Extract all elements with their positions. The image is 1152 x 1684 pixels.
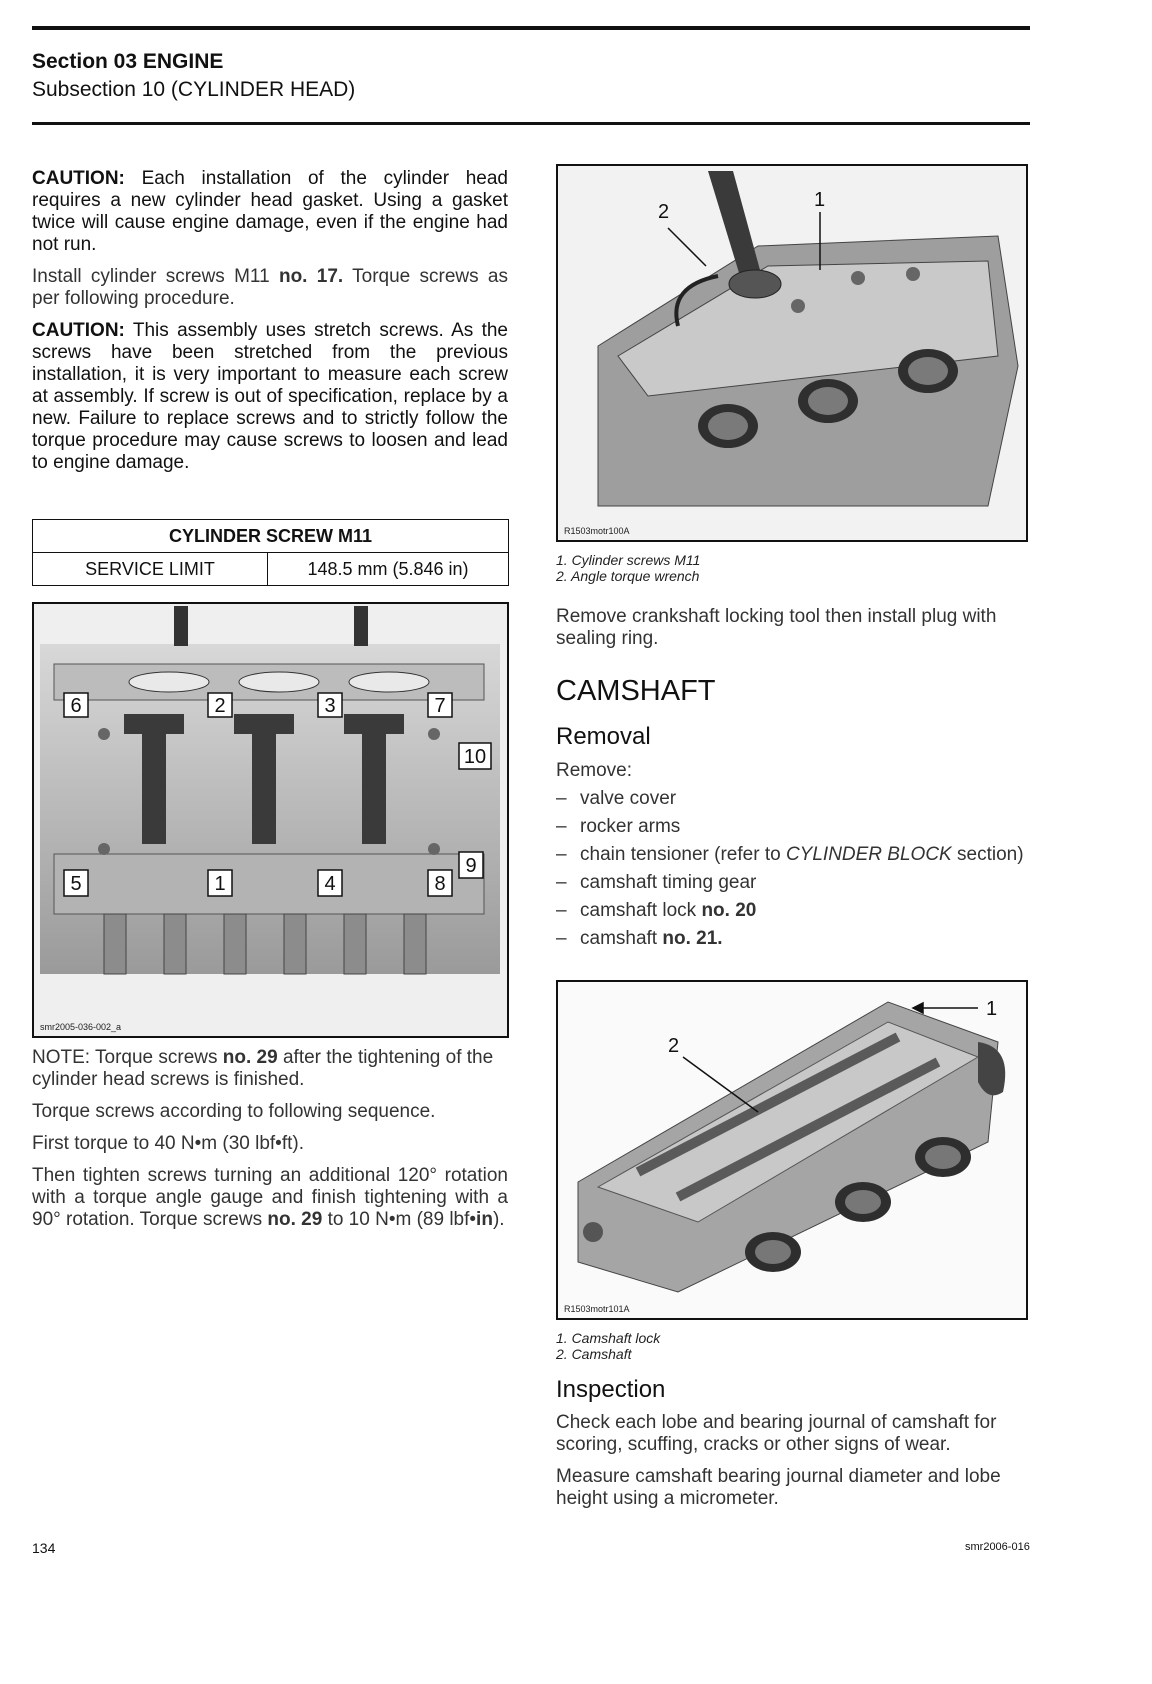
note-label: NOTE: (32, 1047, 91, 1068)
camshaft-illustration (558, 982, 1026, 1318)
callout-2: 2 (668, 1035, 680, 1057)
callout-4: 4 (324, 873, 336, 895)
list-item: – valve cover (556, 788, 1032, 810)
list-item (556, 928, 1032, 950)
caution-paragraph-1 (32, 168, 508, 256)
list-item (556, 844, 1032, 866)
list-item (556, 900, 1032, 922)
figure-id: R1503motr101A (564, 1304, 630, 1314)
list-item: – camshaft timing gear (556, 872, 1032, 894)
install-text: Install cylinder screws M11 (32, 266, 270, 287)
inspection-heading: Inspection (556, 1376, 666, 1403)
callout-10: 10 (463, 746, 487, 768)
removal-list (556, 788, 1032, 950)
left-column-top (32, 168, 508, 484)
spec-table-title: CYLINDER SCREW M11 (33, 520, 509, 553)
caution-text: This assembly uses stretch screws. As the screws have been stretched from the previous installation, it is very important to measure each screw at assembly. If screw is out of specification, replace by a new. Failure to replace screws and to strictly follow the torque procedure may cause screws to loosen and lead to engine damage. (32, 320, 509, 473)
caution-label: CAUTION: (32, 168, 125, 189)
spec-table (32, 519, 509, 586)
inspection-paragraph-1: Check each lobe and bearing journal of camshaft for scoring, scuffing, cracks or other signs of wear. (556, 1412, 997, 1455)
left-column-bottom (32, 1047, 508, 1241)
camshaft-heading: CAMSHAFT (556, 675, 716, 707)
removal-list-block (556, 760, 1032, 956)
subsection-title: Subsection 10 (CYLINDER HEAD) (32, 78, 356, 101)
callout-8: 8 (434, 873, 446, 895)
section-title: Section 03 ENGINE (32, 50, 224, 73)
cylinder-head-sequence-illustration (34, 604, 507, 1036)
sequence-paragraph: Torque screws according to following sequence. (32, 1101, 436, 1122)
first-torque-paragraph: First torque to 40 N•m (30 lbf•ft). (32, 1133, 305, 1154)
note-part-no: no. 29 (222, 1047, 278, 1068)
figure-id: R1503motr100A (564, 526, 630, 536)
then-text-mid: to 10 N•m (89 lbf• (327, 1209, 477, 1230)
callout-3: 3 (324, 695, 336, 717)
inspection-block (556, 1412, 1032, 1520)
torque-wrench-illustration (558, 166, 1026, 540)
chain-text-post: section) (957, 844, 1024, 865)
callout-1: 1 (214, 873, 226, 895)
caution-paragraph-2 (32, 320, 508, 474)
lock-text: camshaft lock (580, 900, 697, 921)
callout-1: 1 (814, 189, 826, 211)
caption-item: 1. Cylinder screws M11 (556, 552, 701, 568)
then-text: Then tighten screws turning an additional 120° rotation with a torque angle gauge and finish tightening with a 90° rotation. Torque screws (32, 1165, 508, 1230)
cam-text: camshaft (580, 928, 658, 949)
then-tighten-paragraph (32, 1165, 508, 1231)
caption-item: 2. Camshaft (556, 1346, 632, 1362)
cam-part-no: no. 21. (662, 928, 723, 949)
spec-table-label: SERVICE LIMIT (33, 553, 268, 586)
header-rule-top (32, 26, 1030, 30)
then-unit: in (476, 1209, 493, 1230)
install-paragraph (32, 266, 508, 310)
callout-6: 6 (70, 695, 82, 717)
inspection-paragraph-2: Measure camshaft bearing journal diameter and lobe height using a micrometer. (556, 1466, 1001, 1509)
figure-tightening-sequence (32, 602, 509, 1038)
caution-label: CAUTION: (32, 320, 125, 341)
lock-part-no: no. 20 (701, 900, 757, 921)
remove-label: Remove: (556, 760, 633, 781)
figure-cylinder-screws (556, 164, 1028, 542)
caption-item: 1. Camshaft lock (556, 1330, 661, 1346)
install-part-no: no. 17. (278, 266, 344, 287)
install-text-post: Torque screws as per following procedure. (32, 266, 508, 309)
page-number: 134 (32, 1540, 56, 1556)
header-rule-bottom (32, 122, 1030, 125)
figure-camshaft (556, 980, 1028, 1320)
callout-2: 2 (658, 201, 670, 223)
callout-5: 5 (70, 873, 82, 895)
chain-reference: CYLINDER BLOCK (785, 844, 952, 865)
spec-table-value: 148.5 mm (5.846 in) (268, 553, 509, 586)
note-text-post: after the tightening of the cylinder head screws is finished. (32, 1047, 494, 1090)
caption-item: 2. Angle torque wrench (556, 568, 700, 584)
note-text: Torque screws (95, 1047, 218, 1068)
callout-2: 2 (214, 695, 226, 717)
callout-1: 1 (986, 998, 998, 1020)
chain-text: chain tensioner (refer to (580, 844, 781, 865)
callout-7: 7 (434, 695, 446, 717)
then-part-no: no. 29 (267, 1209, 323, 1230)
then-text-end: ). (492, 1209, 505, 1230)
list-item: – rocker arms (556, 816, 1032, 838)
figure-id: smr2005-036-002_a (40, 1022, 122, 1032)
removal-heading: Removal (556, 723, 651, 750)
document-code: smr2006-016 (965, 1541, 1030, 1553)
figure-caption-screws (556, 552, 700, 584)
figure-caption-camshaft (556, 1330, 660, 1362)
caution-text: Each installation of the cylinder head requires a new cylinder head gasket. Using a gasket twice will cause engine damage, even if the engine had not run. (32, 168, 508, 255)
remove-tool-paragraph: Remove crankshaft locking tool then install plug with sealing ring. (556, 606, 997, 649)
note-paragraph (32, 1047, 508, 1091)
callout-9: 9 (465, 855, 477, 877)
